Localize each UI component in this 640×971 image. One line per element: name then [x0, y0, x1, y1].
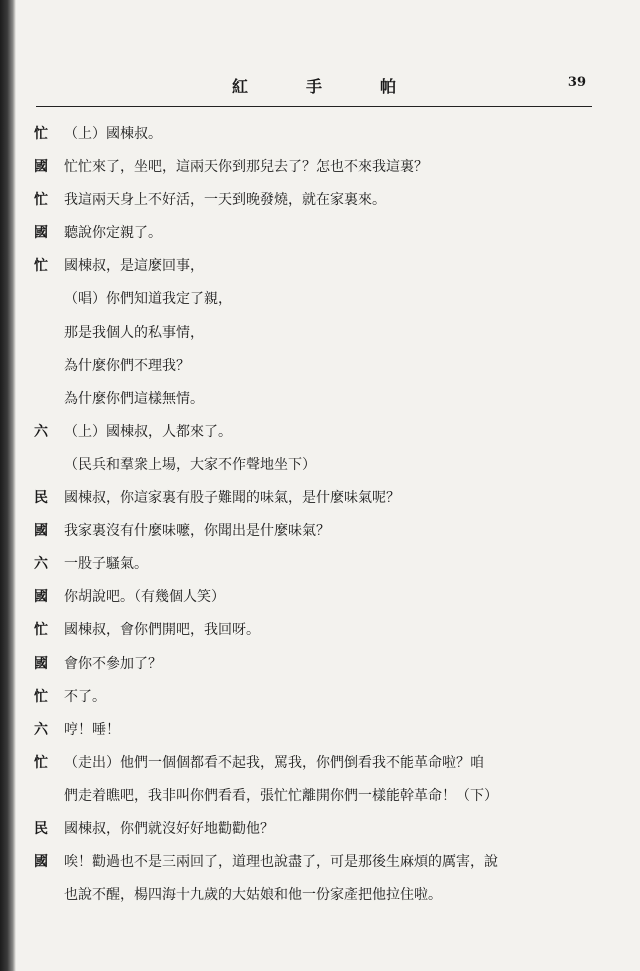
speaker-label: 忙	[34, 258, 48, 275]
dialogue-text: 國棟叔，是這麼回事，	[64, 258, 204, 275]
speaker-label: 國	[34, 655, 48, 672]
speaker-label: 民	[34, 490, 48, 507]
speaker-label: 國	[34, 854, 48, 871]
stage-direction	[34, 449, 600, 482]
dialogue-line	[34, 813, 600, 846]
dialogue-text: 你胡說吧。（有幾個人笑）	[64, 589, 225, 606]
dialogue-text: 國棟叔，你這家裏有股子難聞的味氣，是什麼味氣呢？	[64, 490, 400, 507]
dialogue-text: 國棟叔，會你們開吧，我回呀。	[64, 622, 260, 639]
dialogue-text: 忙忙來了，坐吧，這兩天你到那兒去了？怎也不來我這裏？	[64, 159, 428, 176]
song-line	[34, 283, 600, 316]
dialogue-text: 聽說你定親了。	[64, 225, 162, 242]
speaker-label: 國	[34, 589, 48, 606]
dialogue-continuation	[34, 879, 600, 912]
dialogue-text: 我家裏沒有什麼味嚒，你聞出是什麼味氣？	[64, 523, 330, 540]
running-title: 紅手帕	[231, 77, 454, 96]
dialogue-line	[34, 681, 600, 714]
dialogue-line	[34, 747, 600, 780]
dialogue-text: 為什麼你們不理我？	[64, 357, 190, 374]
dialogue-line	[34, 482, 600, 515]
dialogue-line	[34, 614, 600, 647]
dialogue-text: 會你不參加了？	[64, 655, 162, 672]
speaker-label: 忙	[34, 754, 48, 771]
dialogue-line	[34, 184, 600, 217]
dialogue-text: 哼！唾！	[64, 721, 120, 738]
dialogue-text: 國棟叔，你們就沒好好地勸勸他？	[64, 820, 274, 837]
speaker-label: 民	[34, 820, 48, 837]
speaker-label: 國	[34, 225, 48, 242]
dialogue-line	[34, 846, 600, 879]
dialogue-line	[34, 648, 600, 681]
speaker-label: 忙	[34, 622, 48, 639]
dialogue-line	[34, 217, 600, 250]
dialogue-text: （上）國棟叔。	[64, 126, 162, 142]
speaker-label: 六	[34, 423, 48, 440]
dialogue-text: （民兵和羣衆上場，大家不作聲地坐下）	[64, 456, 316, 473]
dialogue-line	[34, 151, 600, 184]
speaker-label: 忙	[34, 126, 48, 142]
dialogue-text: （唱）你們知道我定了親，	[64, 291, 232, 308]
dialogue-line	[34, 581, 600, 614]
speaker-label: 六	[34, 556, 48, 573]
dialogue-line	[34, 714, 600, 747]
dialogue-line	[34, 118, 600, 151]
song-line	[34, 317, 600, 350]
song-line	[34, 350, 600, 383]
dialogue-text: 不了。	[64, 688, 106, 705]
dialogue-text: 一股子騷氣。	[64, 556, 148, 573]
song-line	[34, 383, 600, 416]
speaker-label: 國	[34, 523, 48, 540]
dialogue-continuation	[34, 780, 600, 813]
speaker-label: 六	[34, 721, 48, 738]
dialogue-line	[34, 515, 600, 548]
speaker-label: 忙	[34, 688, 48, 705]
dialogue-text: 唉！勸過也不是三兩回了，道理也說盡了，可是那後生麻煩的厲害，說	[64, 854, 498, 871]
script-body	[34, 118, 600, 912]
dialogue-line	[34, 548, 600, 581]
speaker-label: 國	[34, 159, 48, 176]
dialogue-text: 我這兩天身上不好活，一天到晚發燒，就在家裏來。	[64, 192, 386, 209]
speaker-label: 忙	[34, 192, 48, 209]
dialogue-text: （上）國棟叔，人都來了。	[64, 423, 232, 440]
header-rule	[36, 106, 592, 107]
page-binding-shadow	[0, 0, 16, 971]
page-number: 39	[567, 75, 586, 90]
dialogue-text: （走出）他們一個個都看不起我，罵我，你們倒看我不能革命啦？咱	[64, 754, 484, 771]
dialogue-text: 那是我個人的私事情，	[64, 324, 204, 341]
dialogue-text: 也說不醒，楊四海十九歲的大姑娘和他一份家產把他拉住啦。	[64, 887, 442, 904]
running-header	[36, 74, 592, 102]
dialogue-line	[34, 250, 600, 283]
dialogue-text: 們走着瞧吧，我非叫你們看看，張忙忙離開你們一樣能幹革命！（下）	[64, 787, 498, 804]
dialogue-text: 為什麼你們這樣無情。	[64, 390, 204, 407]
dialogue-line	[34, 416, 600, 449]
